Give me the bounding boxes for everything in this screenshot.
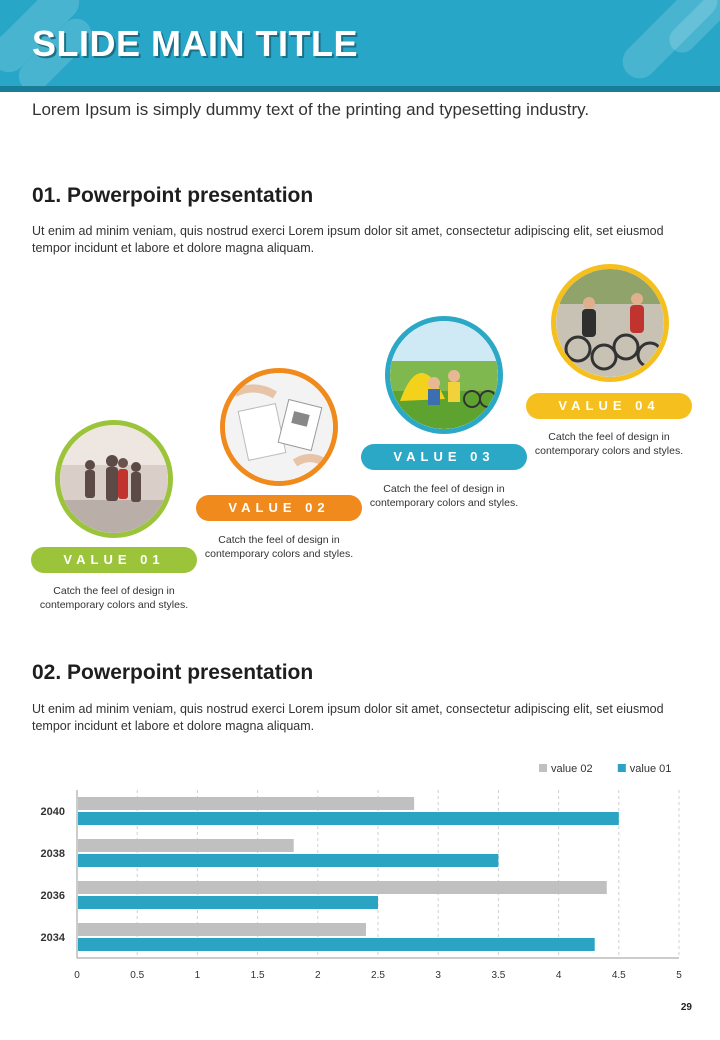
- x-tick-label: 2: [315, 970, 321, 981]
- y-tick-label: 2040: [40, 806, 65, 818]
- family-camping-icon: [390, 321, 498, 429]
- bar-chart: [0, 752, 720, 984]
- value03-caption: Catch the feel of design in contemporary colors and styles.: [369, 483, 519, 509]
- x-tick-label: 4.5: [611, 970, 626, 981]
- section2-body: Ut enim ad minim veniam, quis nostrud exerci Lorem ipsum dolor sit amet, consectetur adipiscing elit, set eiusmod tempor incidunt et labore et dolore magna aliquam.: [32, 702, 664, 733]
- value01-label: VALUE 01: [31, 547, 197, 573]
- slide-subtitle: Lorem Ipsum is simply dummy text of the printing and typesetting industry.: [32, 100, 590, 119]
- slide-title: SLIDE MAIN TITLE: [32, 23, 358, 64]
- value03-label: VALUE 03: [361, 444, 527, 470]
- value01-caption: Catch the feel of design in contemporary colors and styles.: [39, 585, 189, 611]
- documents-desk-icon: [225, 373, 333, 481]
- x-tick-label: 0: [74, 970, 80, 981]
- value02-image: [220, 368, 338, 486]
- value03-image: [385, 316, 503, 434]
- page-number: 29: [680, 1002, 692, 1013]
- y-tick-label: 2034: [40, 932, 65, 944]
- value04-label: VALUE 04: [526, 393, 692, 419]
- cyclists-icon: [556, 269, 664, 377]
- value04-caption: Catch the feel of design in contemporary colors and styles.: [534, 431, 684, 457]
- x-tick-label: 4: [555, 970, 562, 981]
- bar-value-02-2036: [78, 881, 607, 894]
- x-tick-label: 2.5: [371, 970, 385, 981]
- value02-caption: Catch the feel of design in contemporary colors and styles.: [204, 534, 354, 560]
- x-tick-label: 1: [194, 970, 201, 981]
- section1-body: Ut enim ad minim veniam, quis nostrud exerci Lorem ipsum dolor sit amet, consectetur adipiscing elit, set eiusmod tempor incidunt et labore et dolore magna aliquam.: [32, 224, 664, 255]
- y-tick-label: 2036: [40, 890, 65, 902]
- header-underline: [0, 86, 720, 92]
- legend-swatch: [618, 764, 626, 772]
- section2-heading: 02. Powerpoint presentation: [32, 661, 314, 684]
- x-tick-label: 1.5: [250, 970, 265, 981]
- x-tick-label: 0.5: [130, 970, 145, 981]
- bar-value-02-2040: [78, 797, 414, 810]
- bar-value-01-2036: [78, 896, 378, 909]
- bar-value-02-2038: [78, 839, 294, 852]
- y-tick-label: 2038: [40, 848, 65, 860]
- x-tick-label: 3.5: [491, 970, 506, 981]
- bar-value-02-2034: [78, 923, 366, 936]
- bar-value-01-2040: [78, 812, 619, 825]
- legend-label: value 01: [629, 763, 672, 775]
- value01-image: [55, 420, 173, 538]
- section1-heading: 01. Powerpoint presentation: [32, 184, 314, 207]
- x-tick-label: 5: [676, 970, 682, 981]
- value02-label: VALUE 02: [196, 495, 362, 521]
- bar-value-01-2034: [78, 938, 595, 951]
- legend-label: value 02: [551, 763, 593, 775]
- people-walking-icon: [60, 425, 168, 533]
- header-banner: [0, 0, 720, 86]
- legend-swatch: [539, 764, 547, 772]
- x-tick-label: 3: [435, 970, 441, 981]
- bar-value-01-2038: [78, 854, 498, 867]
- value04-image: [551, 264, 669, 382]
